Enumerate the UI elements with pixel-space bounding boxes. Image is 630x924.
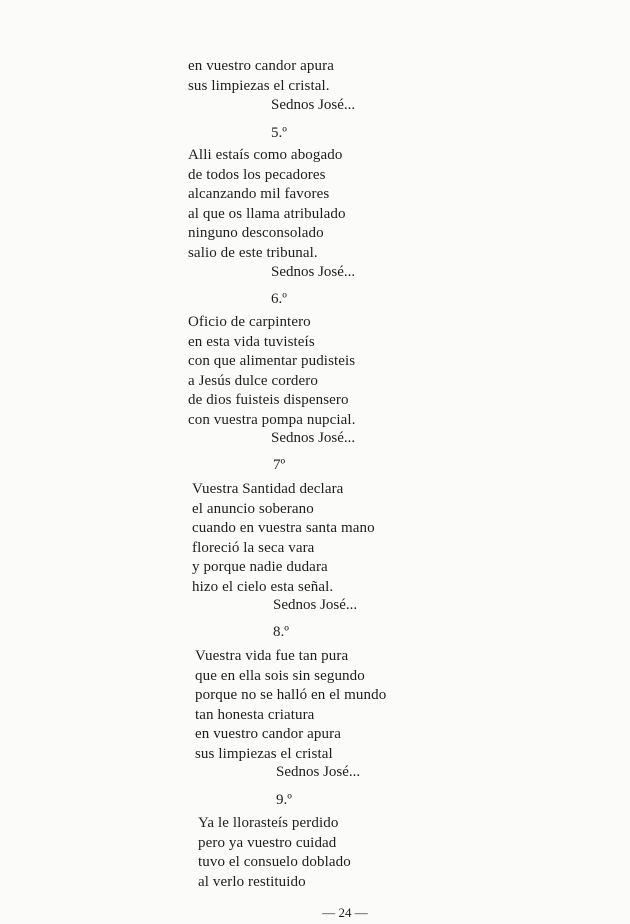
verse-line: con que alimentar pudisteis <box>188 353 356 370</box>
stanza-5 <box>188 146 346 264</box>
verse-line: sus limpiezas el cristal. <box>188 77 330 94</box>
verse-line: alcanzando mil favores <box>188 186 330 203</box>
verse-line: de todos los pecadores <box>188 166 326 183</box>
verse-line: porque no se halló en el mundo <box>195 687 387 704</box>
verse-line: tuvo el consuelo doblado <box>198 854 351 871</box>
verse-line: en vuestro candor apura <box>195 726 341 743</box>
verse-line: en vuestro candor apura <box>188 58 334 74</box>
verse-line: ninguno desconsolado <box>188 225 324 242</box>
verse-line: Oficio de carpintero <box>188 314 311 330</box>
verse-line: a Jesús dulce cordero <box>188 372 318 389</box>
stanza-6 <box>188 313 356 431</box>
refrain: Sednos José... <box>271 97 356 113</box>
verse-line: en esta vida tuvisteís <box>188 333 315 350</box>
refrain: Sednos José... <box>271 264 356 280</box>
verse-line: con vuestra pompa nupcial. <box>188 411 356 428</box>
refrain: Sednos José... <box>271 430 356 446</box>
verse-line: sus limpiezas el cristal <box>195 745 333 762</box>
refrain: Sednos José... <box>273 597 358 613</box>
verse-line: Vuestra Santidad declara <box>192 481 344 497</box>
stanza-9 <box>198 814 351 892</box>
verse-line: de dios fuisteis dispensero <box>188 392 349 409</box>
page-number <box>0 905 630 921</box>
page-number-text: — 24 — <box>322 905 368 920</box>
stanza-8 <box>195 647 386 765</box>
verse-line: pero ya vuestro cuidad <box>198 834 337 851</box>
stanza-number: 9.º <box>276 792 292 808</box>
verse-line: Vuestra vida fue tan pura <box>195 648 349 664</box>
stanza-7 <box>192 480 375 598</box>
verse-line: al que os llama atribulado <box>188 205 346 222</box>
stanza-number: 6.º <box>271 291 287 307</box>
verse-line: floreció la seca vara <box>192 539 315 556</box>
verse-line: Ya le llorasteís perdido <box>198 815 339 831</box>
verse-line: Alli estaís como abogado <box>188 147 343 163</box>
stanza-number: 8.º <box>273 624 289 640</box>
verse-line: el anuncio soberano <box>192 500 314 517</box>
stanza-number: 7º <box>273 457 286 473</box>
stanza-number: 5.º <box>271 125 287 141</box>
verse-line: que en ella sois sin segundo <box>195 667 365 684</box>
verse-line: y porque nadie dudara <box>192 559 328 576</box>
stanza-4-end <box>188 57 334 96</box>
verse-line: tan honesta criatura <box>195 706 315 723</box>
verse-line: salio de este tribunal. <box>188 244 318 261</box>
refrain: Sednos José... <box>276 764 361 780</box>
verse-line: al verlo restituido <box>198 873 306 890</box>
verse-line: cuando en vuestra santa mano <box>192 520 375 537</box>
verse-line: hizo el cielo esta señal. <box>192 578 334 595</box>
